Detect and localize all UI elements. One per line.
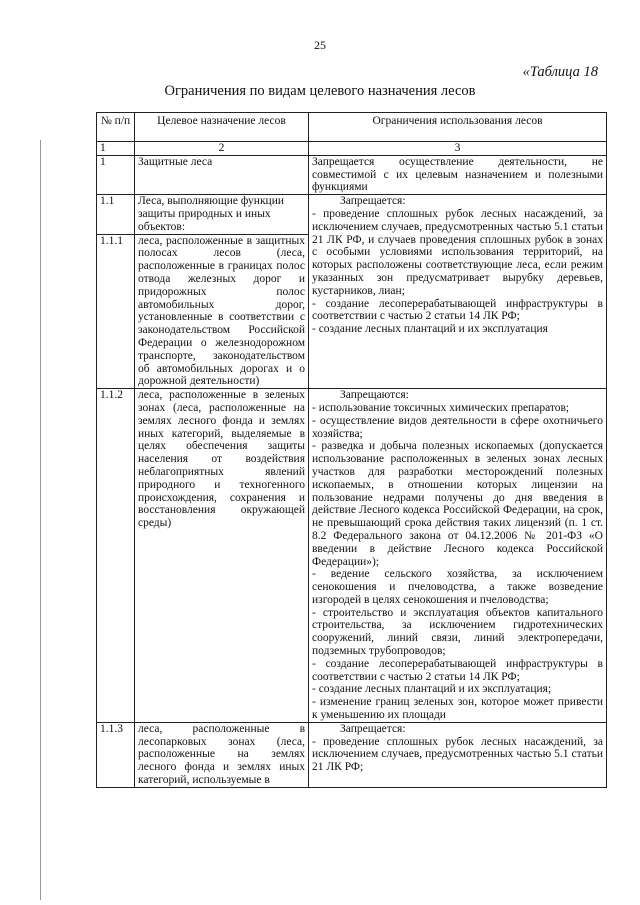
row-purpose: леса, расположенные в лесопарковых зонах (леса, расположенные на землях лесного фонда и землях иных категорий, используемые в xyxy=(135,722,309,787)
table-row xyxy=(97,722,607,787)
row-purpose: леса, расположенные в защитных полосах лесов (леса, расположенные в границах полос отвода железных дорог и придорожных полос автомобильных дорог, установленные в соответствии с законодательством Российской Федерации о железнодорожном транспорте, законодательством об автомобильных дорогах и о дорожной деятельности) xyxy=(135,234,309,389)
restrictions-table xyxy=(96,112,607,788)
header-number: № п/п xyxy=(97,113,135,142)
restriction-item: - ведение сельского хозяйства, за исключением сенокошения и пчеловодства, а также возведение изгородей в целях сенокошения и пчеловодства; xyxy=(312,568,603,606)
restriction-item: - использование токсичных химических препаратов; xyxy=(312,401,570,414)
column-number: 1 xyxy=(97,142,135,156)
header-purpose: Целевое назначение лесов xyxy=(135,113,309,142)
restriction-item: - проведение сплошных рубок лесных насаждений, за исключением случаев, предусмотренных частью 5.1 статьи 21 ЛК РФ, и случаев проведения сплошных рубок в зонах с особыми условиями использования территорий, на которых расположены соответствующие леса, если режим указанных зон предусматривает вырубку деревьев, кустарников, лиан; xyxy=(312,207,603,297)
restriction-item: - проведение сплошных рубок лесных насаждений, за исключением случаев, предусмотренных частью 5.1 статьи 21 ЛК РФ; xyxy=(312,735,603,774)
column-number: 3 xyxy=(309,142,607,156)
row-purpose: леса, расположенные в зеленых зонах (леса, расположенные на землях лесного фонда и землях иных категорий, выделяемые в целях обеспечения защиты населения от воздействия неблагоприятных явлений природного и техногенного происхождения, сохранения и восстановления окружающей среды) xyxy=(135,389,309,723)
restriction-lead: Запрещаются: xyxy=(340,389,409,402)
restriction-lead: Запрещается: xyxy=(340,722,406,735)
header-restrictions: Ограничения использования лесов xyxy=(309,113,607,142)
restriction-item: - создание лесных плантаций и их эксплуатация; xyxy=(312,683,552,696)
row-number: 1.1 xyxy=(97,195,135,234)
row-purpose: Леса, выполняющие функции защиты природных и иных объектов: xyxy=(135,195,309,234)
row-purpose: Защитные леса xyxy=(135,155,309,194)
restriction-item: - осуществление видов деятельности в сфере охотничьего хозяйства; xyxy=(312,414,603,440)
row-number: 1.1.1 xyxy=(97,234,135,389)
table-label: «Таблица 18 xyxy=(522,64,598,80)
row-restriction xyxy=(309,195,607,389)
page-number: 25 xyxy=(314,38,326,52)
row-number: 1.1.3 xyxy=(97,722,135,787)
row-number: 1.1.2 xyxy=(97,389,135,723)
restriction-item: - строительство и эксплуатация объектов капитального строительства, за исключением гидротехнических сооружений, линий связи, линий электропередачи, подземных трубопроводов; xyxy=(312,606,603,658)
row-number: 1 xyxy=(97,155,135,194)
restriction-item: - создание лесных плантаций и их эксплуатация xyxy=(312,323,548,336)
restriction-lead: Запрещается: xyxy=(340,195,406,208)
restriction-item: - создание лесоперерабатывающей инфраструктуры в соответствии с частью 2 статьи 14 ЛК РФ; xyxy=(312,297,603,323)
table-row xyxy=(97,195,607,234)
column-number: 2 xyxy=(135,142,309,156)
row-restriction xyxy=(309,389,607,723)
restriction-item: - создание лесоперерабатывающей инфраструктуры в соответствии с частью 2 статьи 14 ЛК РФ; xyxy=(312,657,603,683)
table-row xyxy=(97,389,607,723)
page-title: Ограничения по видам целевого назначения лесов xyxy=(164,83,476,99)
page-margin-line xyxy=(40,140,41,900)
table-header-row xyxy=(97,113,607,142)
table-row xyxy=(97,155,607,194)
row-restriction xyxy=(309,722,607,787)
restriction-item: - разведка и добыча полезных ископаемых (допускается использование расположенных в зеленых зонах лесных участков для разработки месторождений полезных ископаемых, в отношении которых лицензии на пользование недрами получены до дня введения в действие Лесного кодекса Российской Федерации, на срок, не превышающий срока действия таких лицензий (п. 1 ст. 8.2 Федерального закона от 04.12.2006 № 201-ФЗ «О введении в действие Лесного кодекса Российской Федерации»); xyxy=(312,440,603,568)
restriction-item: - изменение границ зеленых зон, которое может привести к уменьшению их площади xyxy=(312,696,603,722)
column-number-row xyxy=(97,142,607,156)
row-restriction: Запрещается осуществление деятельности, не совместимой с их целевым назначением и полезными функциями xyxy=(309,155,607,194)
